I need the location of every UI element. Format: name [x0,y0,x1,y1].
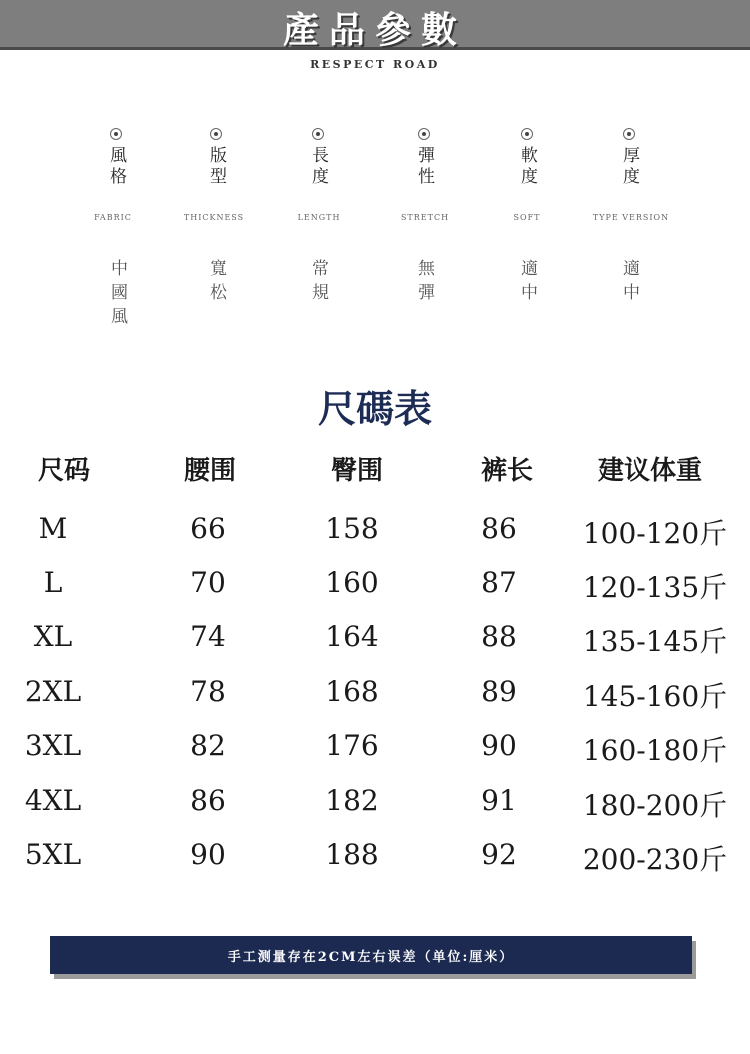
table-header-weight: 建议体重 [598,456,703,486]
param-name: 軟度 [517,146,537,188]
cell-hip: 176 [325,729,379,762]
circle-dot-icon [623,128,635,140]
circle-dot-icon [418,128,430,140]
param-name: 厚度 [619,146,639,188]
param-value: 中國風 [107,259,127,331]
param-value: 適中 [517,259,537,307]
cell-hip: 164 [325,620,379,653]
cell-length: 92 [481,838,517,871]
cell-size: L [43,566,63,599]
cell-weight: 145-160斤 [582,680,728,713]
cell-waist: 82 [190,729,226,762]
cell-waist: 78 [190,675,226,708]
param-value: 無彈 [414,259,434,307]
cell-weight: 100-120斤 [582,517,728,550]
table-header-size: 尺码 [38,456,91,486]
param-value: 寬松 [206,259,226,307]
param-length [263,128,373,188]
param-thickness [574,128,684,188]
cell-hip: 160 [325,566,379,599]
param-value: 適中 [619,259,639,307]
cell-waist: 86 [190,784,226,817]
param-name: 長度 [308,146,328,188]
cell-hip: 182 [325,784,379,817]
param-en-label: THICKNESS [183,213,245,222]
param-name: 版型 [206,146,226,188]
page-subtitle: RESPECT ROAD [310,58,440,71]
cell-size: XL [33,620,73,653]
circle-dot-icon [210,128,222,140]
param-softness [472,128,582,188]
cell-size: 4XL [24,784,82,817]
cell-weight: 180-200斤 [582,789,728,822]
footer-note: 手工测量存在2CM左右误差（单位:厘米） [227,950,515,965]
cell-weight: 160-180斤 [582,734,728,767]
cell-waist: 74 [190,620,226,653]
header-bar [0,0,750,50]
cell-hip: 168 [325,675,379,708]
param-en-label: FABRIC [94,213,132,222]
param-name: 彈性 [414,146,434,188]
cell-size: 3XL [24,729,82,762]
cell-hip: 158 [325,512,379,545]
cell-weight: 120-135斤 [582,571,728,604]
cell-length: 89 [481,675,517,708]
table-header-hip: 臀围 [331,456,384,486]
cell-waist: 90 [190,838,226,871]
cell-weight: 135-145斤 [582,625,728,658]
cell-waist: 70 [190,566,226,599]
cell-length: 90 [481,729,517,762]
page-title: 產品參數 [282,9,467,51]
param-en-label: TYPE VERSION [592,213,670,222]
cell-length: 86 [481,512,517,545]
cell-length: 91 [481,784,517,817]
table-header-length: 裤长 [481,456,534,486]
cell-waist: 66 [190,512,226,545]
circle-dot-icon [312,128,324,140]
param-style [61,128,171,188]
param-stretch [369,128,479,188]
cell-length: 88 [481,620,517,653]
cell-hip: 188 [325,838,379,871]
param-en-label: STRETCH [400,213,450,222]
table-header-waist: 腰围 [184,456,237,486]
cell-length: 87 [481,566,517,599]
circle-dot-icon [110,128,122,140]
cell-size: M [38,512,68,545]
cell-size: 5XL [24,838,82,871]
footer-note-bar [50,936,692,974]
size-chart-title: 尺碼表 [317,386,432,431]
param-en-label: LENGTH [297,213,341,222]
cell-weight: 200-230斤 [582,843,728,876]
cell-size: 2XL [24,675,82,708]
param-en-label: SOFT [513,213,541,222]
param-fit [161,128,271,188]
circle-dot-icon [521,128,533,140]
param-name: 風格 [106,146,126,188]
param-value: 常規 [308,259,328,307]
